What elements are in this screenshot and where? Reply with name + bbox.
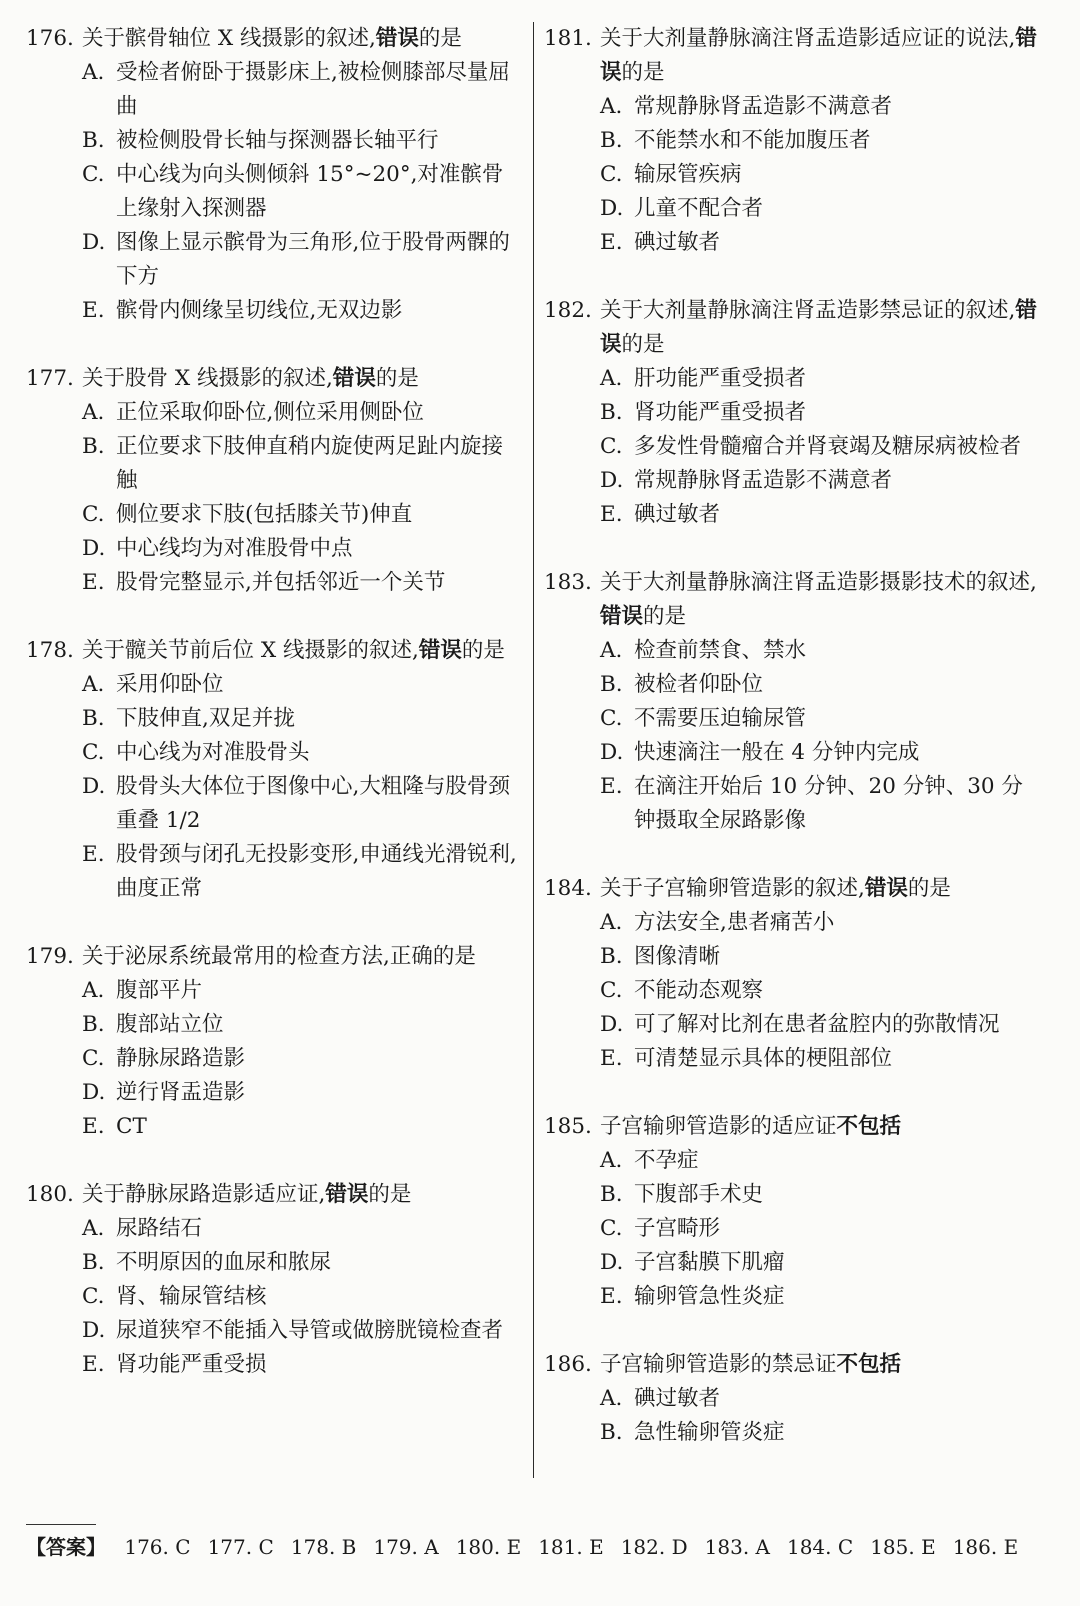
option-letter: C. bbox=[600, 706, 623, 731]
option-letter: A. bbox=[82, 672, 105, 697]
question-number: 185. bbox=[544, 1114, 592, 1139]
option-letter: A. bbox=[82, 978, 105, 1003]
stem-text: 关于大剂量静脉滴注肾盂造影禁忌证的叙述, bbox=[600, 298, 1016, 323]
answer-item: 183. A bbox=[704, 1535, 770, 1559]
option-letter: A. bbox=[600, 1386, 623, 1411]
question-stem bbox=[26, 362, 522, 396]
answer-option bbox=[26, 294, 522, 328]
option-letter: D. bbox=[600, 1250, 624, 1275]
question-number: 178. bbox=[26, 638, 74, 663]
option-text: 不能禁水和不能加腹压者 bbox=[634, 128, 871, 153]
question-176 bbox=[26, 22, 522, 328]
option-letter: A. bbox=[600, 910, 623, 935]
stem-text-end: 的是 bbox=[643, 604, 687, 629]
stem-text: 子宫输卵管造影的禁忌证 bbox=[600, 1352, 837, 1377]
option-text: 肝功能严重受损者 bbox=[634, 366, 807, 391]
question-stem bbox=[26, 940, 522, 974]
option-letter: D. bbox=[82, 230, 106, 255]
question-number: 177. bbox=[26, 366, 74, 391]
question-185 bbox=[544, 1110, 1044, 1314]
option-letter: B. bbox=[600, 1182, 623, 1207]
answer-option bbox=[544, 1008, 1044, 1042]
option-text: 可清楚显示具体的梗阻部位 bbox=[634, 1046, 893, 1071]
option-letter: E. bbox=[600, 1046, 623, 1071]
answer-option bbox=[544, 192, 1044, 226]
option-text: 多发性骨髓瘤合并肾衰竭及糖尿病被检者 bbox=[634, 434, 1022, 459]
option-text: 侧位要求下肢(包括膝关节)伸直 bbox=[116, 502, 413, 527]
stem-emphasis: 错误 bbox=[418, 638, 462, 663]
question-182 bbox=[544, 294, 1044, 532]
question-number: 183. bbox=[544, 570, 592, 595]
stem-text-end: 的是 bbox=[621, 332, 665, 357]
option-letter: D. bbox=[82, 774, 106, 799]
question-text bbox=[82, 22, 522, 56]
question-number: 181. bbox=[544, 26, 592, 51]
option-letter: E. bbox=[82, 298, 105, 323]
option-text: 下腹部手术史 bbox=[634, 1182, 764, 1207]
answer-option bbox=[26, 1110, 522, 1144]
answer-option bbox=[26, 1348, 522, 1382]
answer-item: 178. B bbox=[290, 1535, 357, 1559]
option-letter: E. bbox=[600, 774, 623, 799]
answer-option bbox=[26, 974, 522, 1008]
option-text: 碘过敏者 bbox=[634, 230, 721, 255]
stem-emphasis: 错误 bbox=[332, 366, 376, 391]
option-letter: D. bbox=[600, 468, 624, 493]
question-stem bbox=[544, 294, 1044, 362]
question-text bbox=[600, 872, 1044, 906]
answer-option bbox=[26, 1076, 522, 1110]
option-letter: D. bbox=[600, 196, 624, 221]
option-text: 图像上显示髌骨为三角形,位于股骨两髁的下方 bbox=[116, 230, 510, 289]
stem-text: 关于大剂量静脉滴注肾盂造影适应证的说法, bbox=[600, 26, 1016, 51]
option-text: 被检侧股骨长轴与探测器长轴平行 bbox=[116, 128, 439, 153]
question-186 bbox=[544, 1348, 1044, 1450]
question-text bbox=[600, 1110, 1044, 1144]
answer-option bbox=[544, 396, 1044, 430]
question-stem bbox=[544, 1348, 1044, 1382]
option-letter: B. bbox=[600, 944, 623, 969]
question-stem bbox=[544, 22, 1044, 90]
option-letter: E. bbox=[600, 502, 623, 527]
option-letter: E. bbox=[82, 1352, 105, 1377]
answer-option bbox=[544, 1144, 1044, 1178]
option-letter: C. bbox=[82, 1284, 105, 1309]
question-number: 186. bbox=[544, 1352, 592, 1377]
answer-option bbox=[26, 158, 522, 226]
option-text: 逆行肾盂造影 bbox=[116, 1080, 246, 1105]
option-text: 不孕症 bbox=[634, 1148, 699, 1173]
option-text: 正位要求下肢伸直稍内旋使两足趾内旋接触 bbox=[116, 434, 504, 493]
question-stem bbox=[26, 634, 522, 668]
option-text: 儿童不配合者 bbox=[634, 196, 764, 221]
option-text: 子宫黏膜下肌瘤 bbox=[634, 1250, 785, 1275]
answer-item: 177. C bbox=[207, 1535, 274, 1559]
option-text: 在滴注开始后 10 分钟、20 分钟、30 分钟摄取全尿路影像 bbox=[634, 774, 1023, 833]
option-text: 受检者俯卧于摄影床上,被检侧膝部尽量屈曲 bbox=[116, 60, 510, 119]
question-number: 179. bbox=[26, 944, 74, 969]
answer-option bbox=[544, 906, 1044, 940]
option-letter: E. bbox=[600, 1284, 623, 1309]
answer-option bbox=[544, 1382, 1044, 1416]
answer-item: 182. D bbox=[620, 1535, 688, 1559]
answer-item: 185. E bbox=[870, 1535, 936, 1559]
answer-option bbox=[544, 736, 1044, 770]
answer-option bbox=[544, 362, 1044, 396]
question-text bbox=[600, 22, 1044, 90]
option-letter: A. bbox=[600, 94, 623, 119]
option-text: 采用仰卧位 bbox=[116, 672, 224, 697]
option-text: 腹部平片 bbox=[116, 978, 203, 1003]
option-letter: D. bbox=[82, 1318, 106, 1343]
answer-option bbox=[544, 940, 1044, 974]
option-text: 图像清晰 bbox=[634, 944, 721, 969]
left-column bbox=[26, 22, 522, 1416]
answer-option bbox=[26, 770, 522, 838]
answer-option bbox=[26, 702, 522, 736]
answer-option bbox=[544, 634, 1044, 668]
option-text: 快速滴注一般在 4 分钟内完成 bbox=[634, 740, 920, 765]
option-letter: B. bbox=[82, 434, 105, 459]
question-stem bbox=[26, 1178, 522, 1212]
answer-option bbox=[544, 124, 1044, 158]
question-stem bbox=[544, 872, 1044, 906]
option-text: 中心线均为对准股骨中点 bbox=[116, 536, 353, 561]
answer-option bbox=[544, 1178, 1044, 1212]
answer-option bbox=[26, 1008, 522, 1042]
question-text bbox=[82, 362, 522, 396]
answer-item: 186. E bbox=[952, 1535, 1019, 1559]
answer-option bbox=[544, 498, 1044, 532]
answer-item: 179. A bbox=[373, 1535, 439, 1559]
option-letter: C. bbox=[82, 162, 105, 187]
option-text: 急性输卵管炎症 bbox=[634, 1420, 785, 1445]
stem-text-end: 的是 bbox=[418, 26, 462, 51]
option-letter: C. bbox=[82, 740, 105, 765]
answer-option bbox=[544, 1246, 1044, 1280]
option-text: 检查前禁食、禁水 bbox=[634, 638, 807, 663]
question-number: 180. bbox=[26, 1182, 74, 1207]
answer-option bbox=[26, 1314, 522, 1348]
option-letter: B. bbox=[600, 672, 623, 697]
option-letter: C. bbox=[82, 1046, 105, 1071]
answer-item: 184. C bbox=[786, 1535, 854, 1559]
option-letter: A. bbox=[600, 1148, 623, 1173]
option-text: 肾、输尿管结核 bbox=[116, 1284, 267, 1309]
option-letter: B. bbox=[82, 1012, 105, 1037]
answer-option bbox=[26, 226, 522, 294]
answer-key-label: 【答案】 bbox=[26, 1535, 106, 1559]
stem-text: 子宫输卵管造影的适应证 bbox=[600, 1114, 837, 1139]
option-letter: A. bbox=[82, 1216, 105, 1241]
answer-option bbox=[544, 1212, 1044, 1246]
option-letter: D. bbox=[82, 536, 106, 561]
stem-emphasis: 不包括 bbox=[836, 1352, 902, 1377]
question-number: 184. bbox=[544, 876, 592, 901]
answer-option bbox=[26, 532, 522, 566]
question-stem bbox=[26, 22, 522, 56]
option-text: 不能动态观察 bbox=[634, 978, 764, 1003]
option-text: 可了解对比剂在患者盆腔内的弥散情况 bbox=[634, 1012, 1000, 1037]
answer-option bbox=[544, 770, 1044, 838]
stem-text: 关于泌尿系统最常用的检查方法,正确的是 bbox=[82, 944, 476, 969]
answer-item: 176. C bbox=[124, 1535, 191, 1559]
option-text: 中心线为对准股骨头 bbox=[116, 740, 310, 765]
option-text: 输尿管疾病 bbox=[634, 162, 742, 187]
right-column bbox=[544, 22, 1044, 1484]
answer-option bbox=[544, 464, 1044, 498]
question-181 bbox=[544, 22, 1044, 260]
question-stem bbox=[544, 566, 1044, 634]
option-text: 碘过敏者 bbox=[634, 502, 721, 527]
question-stem bbox=[544, 1110, 1044, 1144]
option-text: 常规静脉肾盂造影不满意者 bbox=[634, 468, 893, 493]
option-letter: C. bbox=[600, 978, 623, 1003]
stem-emphasis: 错误 bbox=[864, 876, 908, 901]
option-text: 方法安全,患者痛苦小 bbox=[634, 910, 835, 935]
question-179 bbox=[26, 940, 522, 1144]
stem-emphasis: 错误 bbox=[600, 298, 1037, 357]
option-letter: A. bbox=[600, 638, 623, 663]
answer-option bbox=[544, 430, 1044, 464]
option-text: 肾功能严重受损 bbox=[116, 1352, 267, 1377]
option-letter: D. bbox=[82, 1080, 106, 1105]
question-text bbox=[600, 294, 1044, 362]
stem-text-end: 的是 bbox=[461, 638, 505, 663]
answer-item: 181. E bbox=[538, 1535, 604, 1559]
option-letter: C. bbox=[600, 162, 623, 187]
answer-option bbox=[26, 1212, 522, 1246]
answer-option bbox=[26, 566, 522, 600]
answer-option bbox=[26, 430, 522, 498]
answer-option bbox=[544, 974, 1044, 1008]
option-text: 肾功能严重受损者 bbox=[634, 400, 807, 425]
question-text bbox=[600, 566, 1044, 634]
column-divider bbox=[533, 22, 534, 1478]
option-letter: B. bbox=[82, 128, 105, 153]
answer-option bbox=[26, 736, 522, 770]
option-letter: B. bbox=[600, 128, 623, 153]
question-text bbox=[82, 634, 522, 668]
answer-option bbox=[26, 1246, 522, 1280]
option-letter: C. bbox=[600, 434, 623, 459]
option-text: 股骨颈与闭孔无投影变形,申通线光滑锐利,曲度正常 bbox=[116, 842, 517, 901]
option-letter: C. bbox=[82, 502, 105, 527]
option-letter: B. bbox=[82, 1250, 105, 1275]
stem-emphasis: 错误 bbox=[375, 26, 419, 51]
stem-text-end: 的是 bbox=[621, 60, 665, 85]
option-text: 尿路结石 bbox=[116, 1216, 203, 1241]
question-177 bbox=[26, 362, 522, 600]
stem-text-end: 的是 bbox=[907, 876, 951, 901]
option-text: 中心线为向头侧倾斜 15°~20°,对准髌骨上缘射入探测器 bbox=[116, 162, 504, 221]
question-183 bbox=[544, 566, 1044, 838]
answer-option bbox=[26, 1280, 522, 1314]
option-text: 不明原因的血尿和脓尿 bbox=[116, 1250, 332, 1275]
option-letter: E. bbox=[600, 230, 623, 255]
answer-option bbox=[26, 1042, 522, 1076]
option-letter: A. bbox=[82, 400, 105, 425]
option-letter: A. bbox=[600, 366, 623, 391]
option-letter: E. bbox=[82, 842, 105, 867]
answer-option bbox=[26, 396, 522, 430]
option-text: 不需要压迫输尿管 bbox=[634, 706, 807, 731]
option-text: 腹部站立位 bbox=[116, 1012, 224, 1037]
option-letter: B. bbox=[82, 706, 105, 731]
answer-option bbox=[26, 838, 522, 906]
stem-emphasis: 错误 bbox=[600, 604, 644, 629]
answer-option bbox=[26, 124, 522, 158]
option-letter: E. bbox=[82, 570, 105, 595]
option-text: 股骨完整显示,并包括邻近一个关节 bbox=[116, 570, 446, 595]
stem-text-end: 的是 bbox=[375, 366, 419, 391]
stem-text: 关于髋关节前后位 X 线摄影的叙述, bbox=[82, 638, 419, 663]
answer-option bbox=[26, 56, 522, 124]
option-text: 碘过敏者 bbox=[634, 1386, 721, 1411]
answer-option bbox=[544, 1416, 1044, 1450]
option-letter: B. bbox=[600, 400, 623, 425]
option-letter: B. bbox=[600, 1420, 623, 1445]
option-text: 正位采取仰卧位,侧位采用侧卧位 bbox=[116, 400, 424, 425]
option-letter: D. bbox=[600, 1012, 624, 1037]
option-text: 输卵管急性炎症 bbox=[634, 1284, 785, 1309]
answer-option bbox=[544, 158, 1044, 192]
question-number: 182. bbox=[544, 298, 592, 323]
option-text: 静脉尿路造影 bbox=[116, 1046, 246, 1071]
stem-text: 关于静脉尿路造影适应证, bbox=[82, 1182, 326, 1207]
question-number: 176. bbox=[26, 26, 74, 51]
option-text: CT bbox=[116, 1114, 147, 1139]
stem-text: 关于子宫输卵管造影的叙述, bbox=[600, 876, 865, 901]
answer-option bbox=[544, 1280, 1044, 1314]
question-184 bbox=[544, 872, 1044, 1076]
question-text bbox=[82, 1178, 522, 1212]
answer-option bbox=[544, 226, 1044, 260]
option-text: 子宫畸形 bbox=[634, 1216, 721, 1241]
answer-key bbox=[26, 1530, 1066, 1564]
question-text bbox=[600, 1348, 1044, 1382]
stem-emphasis: 错误 bbox=[600, 26, 1037, 85]
answer-option bbox=[544, 702, 1044, 736]
stem-emphasis: 错误 bbox=[325, 1182, 369, 1207]
question-178 bbox=[26, 634, 522, 906]
answer-option bbox=[544, 90, 1044, 124]
stem-text: 关于股骨 X 线摄影的叙述, bbox=[82, 366, 333, 391]
stem-text-end: 的是 bbox=[368, 1182, 412, 1207]
answer-option bbox=[544, 668, 1044, 702]
option-text: 下肢伸直,双足并拢 bbox=[116, 706, 295, 731]
answer-item: 180. E bbox=[455, 1535, 522, 1559]
option-text: 常规静脉肾盂造影不满意者 bbox=[634, 94, 893, 119]
stem-text: 关于髌骨轴位 X 线摄影的叙述, bbox=[82, 26, 376, 51]
answer-key-items bbox=[124, 1535, 1035, 1559]
answer-option bbox=[544, 1042, 1044, 1076]
option-text: 股骨头大体位于图像中心,大粗隆与股骨颈重叠 1/2 bbox=[116, 774, 510, 833]
answers-rule bbox=[26, 1524, 96, 1525]
option-letter: D. bbox=[600, 740, 624, 765]
answer-option bbox=[26, 498, 522, 532]
option-letter: C. bbox=[600, 1216, 623, 1241]
stem-text: 关于大剂量静脉滴注肾盂造影摄影技术的叙述, bbox=[600, 570, 1037, 595]
option-text: 尿道狭窄不能插入导管或做膀胱镜检查者 bbox=[116, 1318, 504, 1343]
question-text bbox=[82, 940, 522, 974]
stem-emphasis: 不包括 bbox=[836, 1114, 902, 1139]
answer-option bbox=[26, 668, 522, 702]
option-text: 被检者仰卧位 bbox=[634, 672, 764, 697]
question-180 bbox=[26, 1178, 522, 1382]
option-letter: A. bbox=[82, 60, 105, 85]
option-text: 髌骨内侧缘呈切线位,无双边影 bbox=[116, 298, 403, 323]
option-letter: E. bbox=[82, 1114, 105, 1139]
